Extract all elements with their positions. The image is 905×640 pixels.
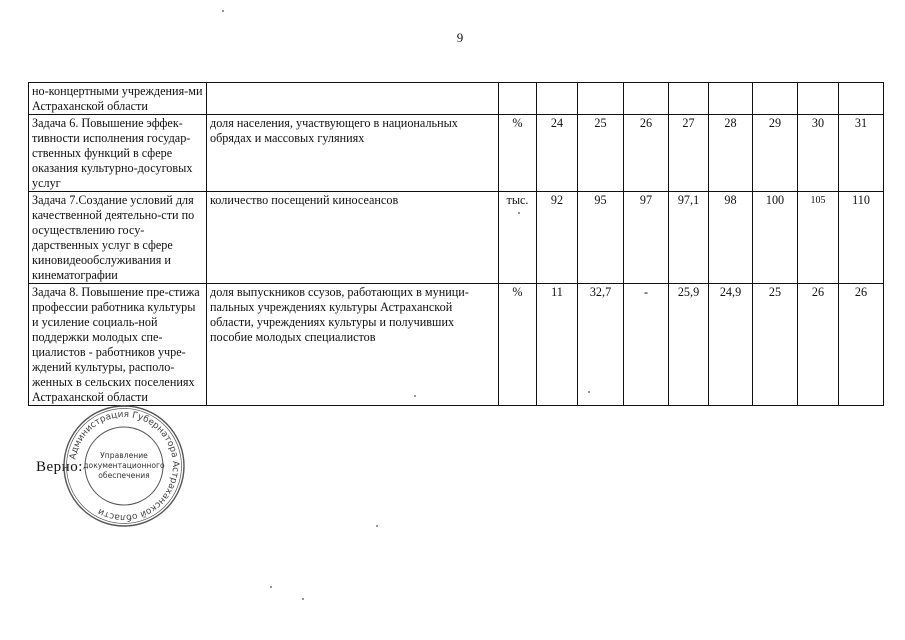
table-row [29, 192, 884, 284]
indicators-table [28, 82, 884, 406]
value-cell [709, 83, 753, 115]
value-cell [753, 83, 798, 115]
scan-speck [376, 525, 378, 527]
value-cell: 95 [578, 192, 624, 284]
value-cell: 105 [798, 192, 839, 284]
value-cell: 97,1 [669, 192, 709, 284]
value-cell: 98 [709, 192, 753, 284]
value-cell [537, 83, 578, 115]
value-cell: 24 [537, 115, 578, 192]
value-cell [669, 83, 709, 115]
scan-speck [588, 391, 590, 393]
scan-speck [270, 586, 272, 588]
verno-label: Верно: [36, 459, 83, 475]
seal-line-1: Управление [100, 451, 148, 460]
value-cell: 27 [669, 115, 709, 192]
value-cell: 100 [753, 192, 798, 284]
value-cell: 31 [839, 115, 884, 192]
task-cell: Задача 8. Повышение пре-стижа профессии работника культуры и усиление социаль-ной поддержки молодых спе-циалистов - работников учре-ждений культуры, располо-женных в сельских поселениях Астраханской области [29, 284, 207, 406]
scan-speck [414, 395, 416, 397]
value-cell: 26 [798, 284, 839, 406]
value-cell: 28 [709, 115, 753, 192]
indicator-cell: доля выпускников ссузов, работающих в муници-пальных учреждениях культуры Астраханской области, учреждениях культуры и получивших пособие молодых специалистов [207, 284, 499, 406]
official-seal-stamp [62, 404, 186, 528]
value-cell: 24,9 [709, 284, 753, 406]
value-cell: 92 [537, 192, 578, 284]
indicator-cell [207, 83, 499, 115]
unit-cell: тыс. [499, 192, 537, 284]
value-cell: 25,9 [669, 284, 709, 406]
table-row [29, 83, 884, 115]
task-cell: но-концертными учреждения-ми Астраханской области [29, 83, 207, 115]
value-cell: 25 [578, 115, 624, 192]
value-cell: 97 [624, 192, 669, 284]
value-cell: 32,7 [578, 284, 624, 406]
value-cell [839, 83, 884, 115]
indicator-cell: количество посещений киносеансов [207, 192, 499, 284]
task-cell: Задача 6. Повышение эффек-тивности исполнения государ-ственных функций в сфере оказания культурно-досуговых услуг [29, 115, 207, 192]
value-cell: 110 [839, 192, 884, 284]
indicator-cell: доля населения, участвующего в национальных обрядах и массовых гуляниях [207, 115, 499, 192]
value-cell: 29 [753, 115, 798, 192]
seal-line-3: обеспечения [98, 471, 150, 480]
scan-speck [518, 212, 520, 214]
value-cell [624, 83, 669, 115]
task-cell: Задача 7.Создание условий для качественной деятельно-сти по осуществлению госу-дарственных услуг в сфере киновидеообслуживания и кинематографии [29, 192, 207, 284]
table-row [29, 115, 884, 192]
value-cell: 30 [798, 115, 839, 192]
seal-ring-text: Администрация Губернатора Астраханской области [68, 409, 181, 523]
unit-cell: % [499, 284, 537, 406]
seal-line-2: документационного [83, 461, 165, 470]
value-cell: 26 [839, 284, 884, 406]
scan-speck [302, 598, 304, 600]
page-number: 9 [456, 30, 464, 45]
unit-cell: % [499, 115, 537, 192]
value-cell: 11 [537, 284, 578, 406]
unit-cell [499, 83, 537, 115]
value-cell: 26 [624, 115, 669, 192]
scan-speck [222, 10, 224, 12]
value-cell [578, 83, 624, 115]
table-row [29, 284, 884, 406]
value-cell [798, 83, 839, 115]
value-cell: - [624, 284, 669, 406]
value-cell: 25 [753, 284, 798, 406]
